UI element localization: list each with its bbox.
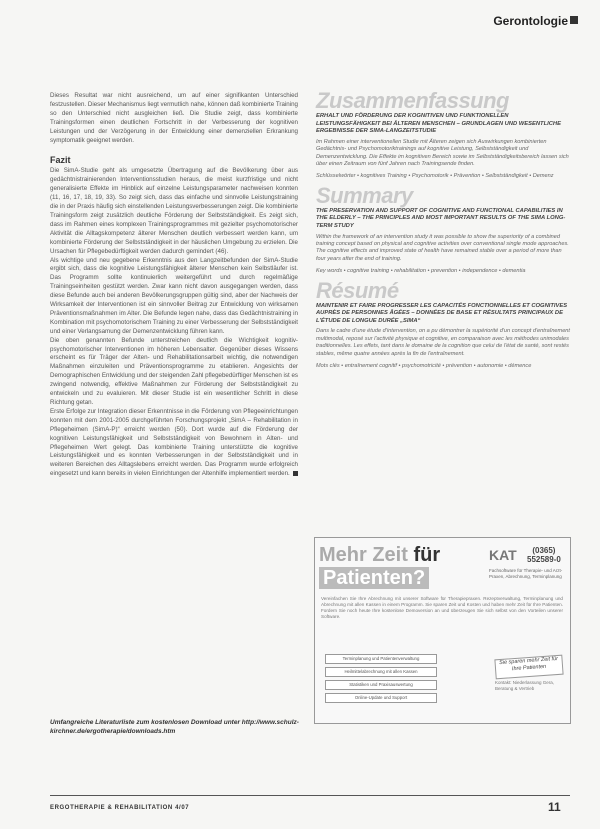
abstract-en-title: THE PRESERVATION AND SUPPORT OF COGNITIVE AND FUNCTIONAL CAPABILITIES IN THE ELDERLY – THE PRINCIPLES AND MOST IMPORTANT RESULTS OF THE SIMA LONG-TERM STUDY xyxy=(316,207,566,229)
ad-phone[interactable] xyxy=(527,546,561,564)
abstract-fr-title: MAINTENIR ET FAIRE PROGRESSER LES CAPACITÉS FONCTIONNELLES ET COGNITIVES AUPRÈS DE PERSONNES ÂGÉES – DONNÉES DE BASE ET RÉSULTATS PRINCIPAUX DE L'ÉTUDE DE LONGUE DURÉE „SIMA“ xyxy=(316,302,568,324)
ad-phone-number: 552589-0 xyxy=(527,555,561,564)
fazit-paragraph-2: Als wichtige und neu gegebene Erkenntnis aus den Langzeitbefunden der SimA-Studie ergibt sich, dass die kognitive Leistungsfähigkeit älterer Menschen kein Selbstläufer ist. Das Programm sollte kontinuierlich weitergeführt und durch regelmäßige Trainingseinheiten gestützt werden. Zwar kann nicht davon ausgegangen werden, dass diese Befunde auch bei anderen Bevölkerungsgruppen gültig sind, aber der Nachweis der Wirksamkeit der Interventionen ist ein sinnvoller Beitrag zur Entwicklung von wirksamen Präventionsmaßnahmen im Alter. Die Befunde legen nahe, dass das Gedächtnistraining in Kombination mit psychomotorischem Training zu einer Verbesserung der Selbstständigkeit und einer Verlangsamung der Demenzentwicklung führen kann. xyxy=(50,256,298,335)
abstract-fr-heading: Résumé xyxy=(316,277,399,303)
fazit-paragraph-4 xyxy=(50,408,298,479)
abstract-fr-body: Dans le cadre d'une étude d'intervention, on a pu démontrer la supériorité d'un concept d'entraînement multimodal, reposé sur l'activité physique et cognitive, en comparaison avec les méthodes unimodales traditionnelles. Les effets, tant dans le domaine de la cognition que celui de l'état de santé, sont restés stables, même quatre années après la fin de l'entraînement. xyxy=(316,328,570,357)
abstract-fr xyxy=(316,277,570,371)
abstract-fr-keywords: Mots clés • entraînement cognitif • psychomotricité • prévention • autonomie • démence xyxy=(316,363,532,370)
page-number: 11 xyxy=(548,800,561,814)
ad-badge: Sie sparen mehr Zeit für Ihre Patienten xyxy=(494,655,563,680)
ad-body-text: Vereinfachen Sie Ihre Abrechnung mit unserer Software für Therapiepraxen. Rezeptverwaltung, Terminplanung und Abrechnung mit allen Kassen in einem Programm. Sie sparen Zeit und Kosten und haben mehr Zeit für Ihre Patienten. Fordern Sie noch heute Ihre kostenlose Demoversion an und überzeugen Sie sich selbst von den Vorteilen unserer Software. xyxy=(321,596,563,620)
ad-headline-part-2: für xyxy=(413,544,441,566)
abstract-en-heading: Summary xyxy=(316,182,413,208)
intro-paragraph: Dieses Resultat war nicht ausreichend, um auf einer signifikanten Unterschied festzustellen. Dieser Mechanismus liegt vermutlich nahe, können daß kombinierte Training so den Unterschied nicht ausgleichen ließ. Die Studie zeigt, dass kombinierte Trainingsformen einen deutlichen Fortschritt in der Verbesserung der kognitiven Leistungen und der Verzögerung in der Entwicklung einer demenziellen Erkrankung symptomatik geeignet werden. xyxy=(50,92,298,144)
fazit-heading: Fazit xyxy=(50,155,71,166)
abstract-en-body: Within the framework of an intervention study it was possible to show the superiority of a combined training concept based on physical and cognitive activities over conventional single mode approaches. The cognitive effects and improved state of health have remained stable over a period of more than four years after the end of training. xyxy=(316,233,569,262)
abstract-de xyxy=(316,90,570,181)
ad-headline-part-1: Mehr Zeit xyxy=(319,544,408,566)
section-square-icon xyxy=(570,16,578,24)
footer-divider xyxy=(50,795,570,796)
fazit-paragraph-3: Die oben genannten Befunde unterstreichen deutlich die Wichtigkeit kognitiv-psychomotorischer Interventionen im höheren Lebensalter. Gegenüber dieses Wissens erscheint es für Träger der Alten- und Rehabilitationsarbeit wichtig, die notwendigen Maßnahmen einzuleiten und Präventionsprogramme zu etablieren. Angesichts der Demographischen Entwicklung und der steigenden Zahl pflegebedürftiger Menschen ist es zwingend notwendig, effektive Maßnahmen zur Förderung der Selbstständigkeit zu entwickeln und zu evaluieren. Mit dieser Studie ist ein wesentlicher Schritt in diese Richtung getan. xyxy=(50,336,298,406)
ad-logo: KAT xyxy=(489,547,517,563)
abstract-de-heading: Zusammenfassung xyxy=(316,88,509,113)
fazit-paragraph-1: Die SimA-Studie geht als umgesetzte Übertragung auf die Bevölkerung über aus gedächtnistrainierenden Interventionsstudien heraus, die meist kurzfristige und nicht generalisierte Effekte im Hinblick auf einzelne Leistungsparameter nachweisen konnten (11, 16, 17, 18, 19, 33). So zeigt sich, dass das einfache und sinnvolle Leistungstraining die in der Praxis häufig sich einstellenden Leistungsverbesserungen zeigt. Die kombinierte Trainingsform zeigt zusätzlich deutliche Förderung der Selbstständigkeit. Es zeigt sich, dass im Rahmen eines komplexen Trainingsprogrammes mit gezielter psychomotorischer Aktivität die Alltagskompetenz älterer Menschen deutlich verbessert werden kann, um kombinierte Förderung der Selbstständigkeit in der häuslichen Umgebung zu erzielen. Die Ursachen für Pflegebedürftigkeit werden dadurch gemindert (46). xyxy=(50,167,298,255)
ad-company-text: Fachsoftware für Therapie- und Arzt-Praxen, Abrechnung, Terminplanung xyxy=(489,568,563,579)
advertisement[interactable] xyxy=(314,537,571,724)
section-header xyxy=(400,0,600,34)
ad-feature-3: Statistiken und Praxisauswertung xyxy=(325,680,437,690)
abstract-de-body: Im Rahmen einer interventionellen Studie mit Älteren zeigen sich Auswirkungen kombinierten Gedächtnis- und Psychomotoriktrainings auf kognitive Leistung, Selbstständigkeit und Demenzentwicklung. Die Effekte im kognitiven Bereich sowie im Selbstständigkeitsbereich lassen sich über einen Zeitraum von fünf Jahren nach Trainingsende finden. xyxy=(316,138,569,167)
section-title: Gerontologie xyxy=(493,14,568,28)
ad-feature-2: Heilmittelabrechnung mit allen Kassen xyxy=(325,667,437,677)
ad-contact: Kontakt: Niederlassung Gera, Beratung & Vertrieb xyxy=(495,680,555,691)
abstract-en xyxy=(316,182,570,276)
ad-phone-area: (0365) xyxy=(532,546,556,555)
ad-feature-4: Online-Update und Support xyxy=(325,693,437,703)
literature-note: Umfangreiche Literaturliste zum kostenlosen Download unter http://www.schulz-kirchner.de/ergotherapie/downloads.htm xyxy=(50,719,299,735)
abstract-en-keywords: Key words • cognitive training • rehabilitation • prevention • independence • dementia xyxy=(316,268,526,275)
ad-headline-part-3: Patienten? xyxy=(319,567,429,589)
ad-feature-1: Terminplanung und Patientenverwaltung xyxy=(325,654,437,664)
footer-journal: ERGOTHERAPIE & REHABILITATION 4/07 xyxy=(50,805,190,811)
right-column xyxy=(316,90,570,374)
abstract-de-keywords: Schlüsselwörter • kognitives Training • Psychomotorik • Prävention • Selbstständigkeit • Demenz xyxy=(316,173,554,180)
end-mark-icon xyxy=(293,471,298,476)
ad-headline xyxy=(319,544,469,589)
abstract-de-title: ERHALT UND FÖRDERUNG DER KOGNITIVEN UND FUNKTIONELLEN LEISTUNGSFÄHIGKEIT BEI ÄLTEREN MENSCHEN – GRUNDLAGEN UND WESENTLICHE ERGEBNISSE DER SIMA-LANGZEITSTUDIE xyxy=(316,113,561,135)
left-column xyxy=(50,92,298,479)
fazit-paragraph-4-text: Erste Erfolge zur Integration dieser Erkenntnisse in die Förderung von Pflegeeinrichtungen konnten mit dem 2001-2005 durchgeführten Forschungsprojekt „SimA – Rehabilitation in Pflegeheimen (SimA-P)“ erreicht werden (50). Dort wurde auf die Förderung der kognitiven Leistungsfähigkeit und Selbstständigkeit von Bewohnern in Alten- und Pflegeheimen Wert gelegt. Das kombinierte Training unterstützte die kognitive Leistungsfähigkeit und es konnten Verbesserungen in der Selbstständigkeit und in weiteren Bereichen des Alltagslebens erreicht werden. Das Programm wurde erfolgreich eingesetzt und kann bereits in vielen Einrichtungen der Altenhilfe implementiert werden. xyxy=(50,407,298,478)
